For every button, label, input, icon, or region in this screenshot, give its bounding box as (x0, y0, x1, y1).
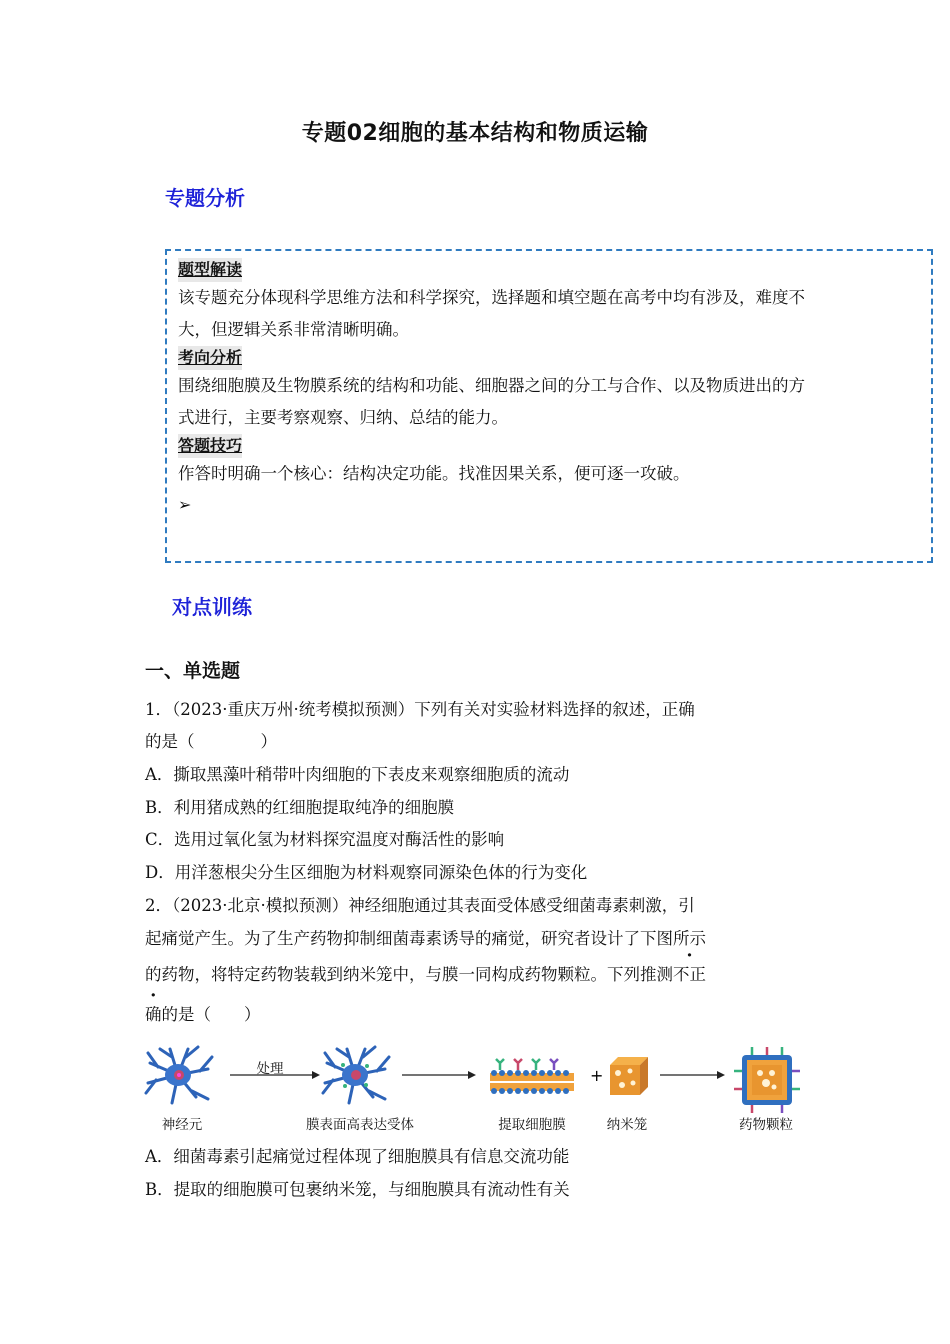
analysis-heading: 专题分析 (165, 186, 245, 210)
label-drug-particle: 药物颗粒 (739, 1117, 793, 1133)
page-title: 专题02细胞的基本结构和物质运输 (301, 121, 649, 146)
analysis-text: 式进行，主要考察观察、归纳、总结的能力。 (178, 408, 508, 427)
nanocage-icon (610, 1057, 648, 1095)
analysis-box (165, 249, 933, 563)
q2-stem-text: 的是（ ） (161, 1005, 261, 1024)
q1-option-d: D．用洋葱根尖分生区细胞为材料观察同源染色体的行为变化 (145, 863, 588, 882)
drug-particle-icon (734, 1047, 800, 1113)
figure-diagram (140, 1043, 820, 1113)
plus-sign: + (590, 1066, 604, 1085)
bullet-arrow-icon: ➢ (178, 495, 192, 514)
q1-stem: 的是（ ） (145, 732, 277, 751)
training-heading: 对点训练 (172, 595, 252, 619)
analysis-item-direction (178, 346, 926, 434)
analysis-text: 大，但逻辑关系非常清晰明确。 (178, 320, 409, 339)
q2-stem-text: 的药物，将特定药物装载到纳米笼中，与膜一同构成药物颗粒。下列推测 (145, 965, 673, 984)
analysis-text: 该专题充分体现科学思维方法和科学探究，选择题和填空题在高考中均有涉及，难度不 (178, 288, 805, 307)
q1-option-a: A．撕取黑藻叶稍带叶肉细胞的下表皮来观察细胞质的流动 (145, 765, 570, 784)
q1-option-b: B．利用猪成熟的红细胞提取纯净的细胞膜 (145, 798, 455, 817)
emphasis-text: 不正 (673, 965, 706, 984)
label-neuron: 神经元 (161, 1117, 203, 1133)
analysis-label: 答题技巧 (178, 434, 242, 458)
q2-stem: 2．（2023·北京·模拟预测）神经细胞通过其表面受体感受细菌毒素刺激，引 (145, 896, 695, 915)
analysis-label: 考向分析 (178, 346, 242, 370)
q2-stem (145, 1001, 261, 1025)
analysis-item-type (178, 258, 926, 346)
neuron-receptor-icon (323, 1047, 389, 1103)
analysis-text: 围绕细胞膜及生物膜系统的结构和功能、细胞器之间的分工与合作、以及物质进出的方 (178, 376, 805, 395)
neuron-icon (146, 1047, 212, 1103)
process-label: 处理 (256, 1061, 284, 1077)
membrane-icon (490, 1059, 574, 1094)
q1-stem: 1．（2023·重庆万州·统考模拟预测）下列有关对实验材料选择的叙述，正确 (145, 700, 695, 719)
q2-option-a: A．细菌毒素引起痛觉过程体现了细胞膜具有信息交流功能 (145, 1147, 570, 1166)
part-heading: 一、单选题 (145, 660, 241, 682)
q2-stem: 起痛觉产生。为了生产药物抑制细菌毒素诱导的痛觉，研究者设计了下图所示 (145, 929, 706, 948)
label-membrane: 提取细胞膜 (498, 1117, 566, 1133)
process-figure (140, 1043, 820, 1138)
q2-stem (145, 961, 706, 985)
emphasis-text: 确 (145, 1005, 162, 1024)
analysis-label: 题型解读 (178, 258, 242, 282)
q2-option-b: B．提取的细胞膜可包裹纳米笼，与细胞膜具有流动性有关 (145, 1180, 570, 1199)
analysis-text: 作答时明确一个核心：结构决定功能。找准因果关系，便可逐一攻破。 (178, 464, 690, 483)
analysis-item-skills (178, 434, 926, 490)
q1-option-c: C．选用过氧化氢为材料探究温度对酶活性的影响 (145, 830, 505, 849)
label-nanocage: 纳米笼 (606, 1117, 648, 1133)
label-receptor: 膜表面高表达受体 (306, 1117, 414, 1133)
